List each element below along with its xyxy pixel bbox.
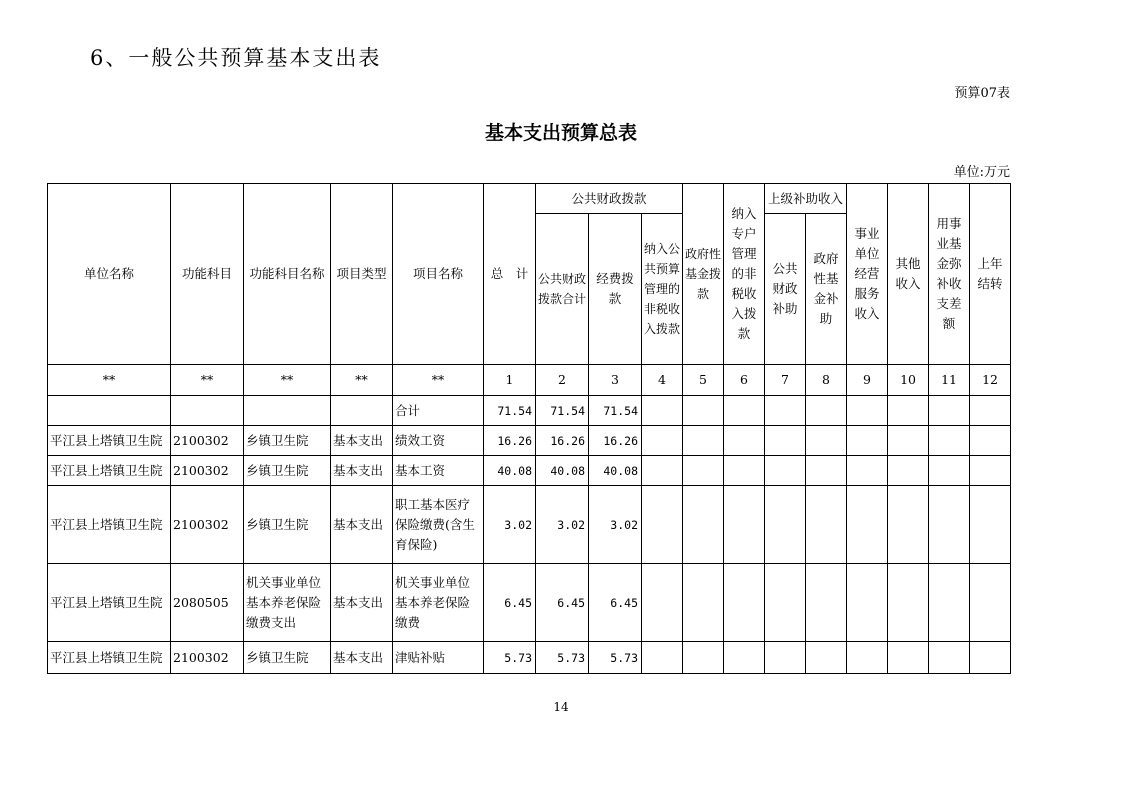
index-row xyxy=(48,365,1011,396)
cell-project-type: 基本支出 xyxy=(331,486,393,564)
cell-empty xyxy=(724,456,765,486)
cell-empty xyxy=(929,396,970,426)
cell-empty xyxy=(724,642,765,674)
cell-empty xyxy=(642,426,683,456)
cell-func-name: 乡镇卫生院 xyxy=(244,456,331,486)
cell-expense-funding: 5.73 xyxy=(589,642,642,674)
cell-empty xyxy=(765,426,806,456)
header-func-code: 功能科目 xyxy=(171,184,244,365)
total-public-finance: 71.54 xyxy=(536,396,589,426)
header-carryover: 上年 结转 xyxy=(970,184,1011,365)
budget-table xyxy=(47,183,1011,674)
table-row xyxy=(48,642,1011,674)
total-expense-funding: 71.54 xyxy=(589,396,642,426)
cell-empty xyxy=(642,642,683,674)
cell-empty xyxy=(847,426,888,456)
cell-project-type: 基本支出 xyxy=(331,564,393,642)
cell-empty xyxy=(929,456,970,486)
header-public-finance-subsidy: 公共 财政 补助 xyxy=(765,214,806,365)
index-cell: 5 xyxy=(683,365,724,396)
cell-func-name: 乡镇卫生院 xyxy=(244,486,331,564)
index-cell: 1 xyxy=(484,365,536,396)
cell-empty xyxy=(724,486,765,564)
cell-empty xyxy=(806,426,847,456)
cell-project-name: 职工基本医疗保险缴费(含生育保险) xyxy=(393,486,484,564)
cell-empty xyxy=(683,396,724,426)
cell-unit-name: 平江县上塔镇卫生院 xyxy=(48,426,171,456)
cell-total: 40.08 xyxy=(484,456,536,486)
cell-public-finance: 16.26 xyxy=(536,426,589,456)
cell-empty xyxy=(970,564,1011,642)
index-cell: 9 xyxy=(847,365,888,396)
index-cell: ** xyxy=(171,365,244,396)
cell-empty xyxy=(683,456,724,486)
cell-empty xyxy=(765,456,806,486)
cell-public-finance: 3.02 xyxy=(536,486,589,564)
index-cell: 12 xyxy=(970,365,1011,396)
cell-empty xyxy=(806,486,847,564)
header-project-type: 项目类型 xyxy=(331,184,393,365)
total-row xyxy=(48,396,1011,426)
cell-empty xyxy=(244,396,331,426)
index-cell: 6 xyxy=(724,365,765,396)
header-expense-funding: 经费拨款 xyxy=(589,214,642,365)
table-header xyxy=(48,184,1011,396)
cell-empty xyxy=(642,396,683,426)
table-row xyxy=(48,426,1011,456)
table-row xyxy=(48,486,1011,564)
cell-empty xyxy=(48,396,171,426)
cell-empty xyxy=(683,642,724,674)
header-unit-name: 单位名称 xyxy=(48,184,171,365)
cell-empty xyxy=(888,564,929,642)
cell-empty xyxy=(970,456,1011,486)
header-fund-offset: 用事 业基 金弥 补收 支差 额 xyxy=(929,184,970,365)
page-number: 14 xyxy=(553,700,569,714)
table-row xyxy=(48,564,1011,642)
cell-empty xyxy=(847,456,888,486)
cell-empty xyxy=(888,642,929,674)
cell-empty xyxy=(683,426,724,456)
cell-empty xyxy=(970,642,1011,674)
cell-project-type: 基本支出 xyxy=(331,642,393,674)
index-cell: 2 xyxy=(536,365,589,396)
cell-empty xyxy=(847,642,888,674)
cell-project-name: 津贴补贴 xyxy=(393,642,484,674)
cell-project-type: 基本支出 xyxy=(331,426,393,456)
header-business-income: 事业 单位 经营 服务 收入 xyxy=(847,184,888,365)
cell-empty xyxy=(765,396,806,426)
cell-empty xyxy=(724,426,765,456)
total-value: 71.54 xyxy=(484,396,536,426)
cell-empty xyxy=(724,564,765,642)
cell-func-name: 机关事业单位基本养老保险缴费支出 xyxy=(244,564,331,642)
cell-total: 16.26 xyxy=(484,426,536,456)
header-superior-subsidy: 上级补助收入 xyxy=(765,184,847,214)
cell-project-name: 机关事业单位基本养老保险缴费 xyxy=(393,564,484,642)
cell-expense-funding: 40.08 xyxy=(589,456,642,486)
cell-func-name: 乡镇卫生院 xyxy=(244,642,331,674)
cell-empty xyxy=(847,396,888,426)
header-public-finance-subtotal: 公共财政 拨款合计 xyxy=(536,214,589,365)
header-special-non-tax: 纳入 专户 管理 的非 税收 入拨 款 xyxy=(724,184,765,365)
cell-empty xyxy=(929,426,970,456)
header-gov-fund: 政府性 基金拨 款 xyxy=(683,184,724,365)
cell-empty xyxy=(806,396,847,426)
cell-project-name: 基本工资 xyxy=(393,456,484,486)
cell-public-finance: 40.08 xyxy=(536,456,589,486)
unit-note: 单位:万元 xyxy=(953,165,1010,180)
cell-func-code: 2100302 xyxy=(171,426,244,456)
table-title: 基本支出预算总表 xyxy=(484,122,637,144)
index-cell: ** xyxy=(244,365,331,396)
table-body xyxy=(48,396,1011,674)
cell-unit-name: 平江县上塔镇卫生院 xyxy=(48,642,171,674)
total-label: 合计 xyxy=(393,396,484,426)
index-cell: 7 xyxy=(765,365,806,396)
table-row xyxy=(48,456,1011,486)
cell-empty xyxy=(683,564,724,642)
cell-unit-name: 平江县上塔镇卫生院 xyxy=(48,456,171,486)
header-other-income: 其他 收入 xyxy=(888,184,929,365)
index-cell: 8 xyxy=(806,365,847,396)
cell-empty xyxy=(683,486,724,564)
cell-empty xyxy=(642,564,683,642)
cell-empty xyxy=(765,564,806,642)
cell-expense-funding: 6.45 xyxy=(589,564,642,642)
cell-empty xyxy=(724,396,765,426)
cell-empty xyxy=(331,396,393,426)
cell-empty xyxy=(929,486,970,564)
cell-project-name: 绩效工资 xyxy=(393,426,484,456)
cell-empty xyxy=(888,396,929,426)
cell-public-finance: 6.45 xyxy=(536,564,589,642)
cell-unit-name: 平江县上塔镇卫生院 xyxy=(48,486,171,564)
cell-empty xyxy=(929,642,970,674)
cell-empty xyxy=(929,564,970,642)
header-non-tax-in-budget: 纳入公 共预算 管理的 非税收 入拨款 xyxy=(642,214,683,365)
cell-func-code: 2100302 xyxy=(171,456,244,486)
cell-empty xyxy=(765,486,806,564)
cell-expense-funding: 3.02 xyxy=(589,486,642,564)
header-public-finance: 公共财政拨款 xyxy=(536,184,683,214)
cell-unit-name: 平江县上塔镇卫生院 xyxy=(48,564,171,642)
header-project-name: 项目名称 xyxy=(393,184,484,365)
cell-empty xyxy=(888,456,929,486)
cell-empty xyxy=(765,642,806,674)
cell-expense-funding: 16.26 xyxy=(589,426,642,456)
cell-empty xyxy=(970,426,1011,456)
index-cell: 3 xyxy=(589,365,642,396)
cell-empty xyxy=(642,486,683,564)
cell-project-type: 基本支出 xyxy=(331,456,393,486)
cell-func-code: 2100302 xyxy=(171,642,244,674)
cell-total: 3.02 xyxy=(484,486,536,564)
index-cell: ** xyxy=(331,365,393,396)
cell-empty xyxy=(847,564,888,642)
cell-empty xyxy=(888,486,929,564)
cell-total: 6.45 xyxy=(484,564,536,642)
cell-empty xyxy=(888,426,929,456)
index-cell: 10 xyxy=(888,365,929,396)
index-cell: ** xyxy=(48,365,171,396)
cell-empty xyxy=(847,486,888,564)
cell-func-code: 2080505 xyxy=(171,564,244,642)
cell-total: 5.73 xyxy=(484,642,536,674)
cell-empty xyxy=(642,456,683,486)
header-gov-fund-subsidy: 政府 性基 金补 助 xyxy=(806,214,847,365)
table-code: 预算07表 xyxy=(954,86,1010,101)
cell-empty xyxy=(806,642,847,674)
cell-empty xyxy=(171,396,244,426)
cell-func-name: 乡镇卫生院 xyxy=(244,426,331,456)
cell-empty xyxy=(970,396,1011,426)
cell-empty xyxy=(806,564,847,642)
cell-empty xyxy=(806,456,847,486)
page-title: 6、一般公共预算基本支出表 xyxy=(90,46,382,70)
header-total: 总 计 xyxy=(484,184,536,365)
header-func-name: 功能科目名称 xyxy=(244,184,331,365)
cell-empty xyxy=(970,486,1011,564)
index-cell: 11 xyxy=(929,365,970,396)
index-cell: 4 xyxy=(642,365,683,396)
cell-public-finance: 5.73 xyxy=(536,642,589,674)
index-cell: ** xyxy=(393,365,484,396)
cell-func-code: 2100302 xyxy=(171,486,244,564)
